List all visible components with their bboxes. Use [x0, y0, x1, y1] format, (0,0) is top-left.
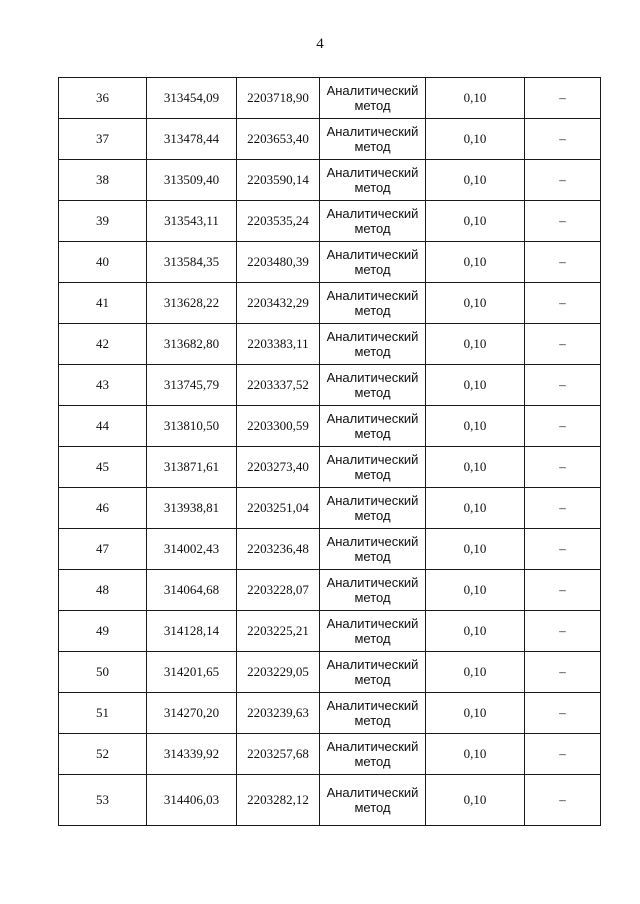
point-number-cell: 38 [59, 160, 147, 201]
x-coordinate-cell: 314128,14 [147, 611, 237, 652]
method-line-1: Аналитический [326, 411, 419, 426]
accuracy-cell: 0,10 [426, 611, 525, 652]
method-line-2: метод [354, 303, 391, 318]
table-row [59, 652, 601, 693]
table-row [59, 775, 601, 826]
table-row [59, 529, 601, 570]
accuracy-cell: 0,10 [426, 693, 525, 734]
point-number-cell: 44 [59, 406, 147, 447]
method-cell [320, 652, 426, 693]
method-line-2: метод [354, 754, 391, 769]
method-line-2: метод [354, 631, 391, 646]
note-cell: – [525, 160, 601, 201]
method-line-2: метод [354, 800, 391, 815]
y-coordinate-cell: 2203300,59 [237, 406, 320, 447]
point-number-cell: 40 [59, 242, 147, 283]
method-cell [320, 775, 426, 826]
method-cell [320, 242, 426, 283]
accuracy-cell: 0,10 [426, 406, 525, 447]
point-number-cell: 42 [59, 324, 147, 365]
method-cell [320, 365, 426, 406]
method-line-2: метод [354, 385, 391, 400]
y-coordinate-cell: 2203535,24 [237, 201, 320, 242]
method-line-1: Аналитический [326, 785, 419, 800]
accuracy-cell: 0,10 [426, 201, 525, 242]
method-line-2: метод [354, 590, 391, 605]
y-coordinate-cell: 2203337,52 [237, 365, 320, 406]
method-cell [320, 78, 426, 119]
x-coordinate-cell: 313871,61 [147, 447, 237, 488]
note-cell: – [525, 775, 601, 826]
method-line-2: метод [354, 508, 391, 523]
y-coordinate-cell: 2203228,07 [237, 570, 320, 611]
method-line-2: метод [354, 672, 391, 687]
method-line-1: Аналитический [326, 83, 419, 98]
y-coordinate-cell: 2203229,05 [237, 652, 320, 693]
note-cell: – [525, 78, 601, 119]
method-line-1: Аналитический [326, 575, 419, 590]
y-coordinate-cell: 2203590,14 [237, 160, 320, 201]
accuracy-cell: 0,10 [426, 775, 525, 826]
table-row [59, 78, 601, 119]
note-cell: – [525, 652, 601, 693]
accuracy-cell: 0,10 [426, 160, 525, 201]
y-coordinate-cell: 2203257,68 [237, 734, 320, 775]
page-number: 4 [316, 36, 324, 52]
x-coordinate-cell: 314270,20 [147, 693, 237, 734]
accuracy-cell: 0,10 [426, 365, 525, 406]
method-line-1: Аналитический [326, 288, 419, 303]
method-line-1: Аналитический [326, 452, 419, 467]
x-coordinate-cell: 313543,11 [147, 201, 237, 242]
y-coordinate-cell: 2203718,90 [237, 78, 320, 119]
y-coordinate-cell: 2203251,04 [237, 488, 320, 529]
method-cell [320, 447, 426, 488]
table-row [59, 570, 601, 611]
x-coordinate-cell: 314339,92 [147, 734, 237, 775]
table-row [59, 365, 601, 406]
method-cell [320, 570, 426, 611]
table-row [59, 611, 601, 652]
method-line-2: метод [354, 549, 391, 564]
x-coordinate-cell: 313682,80 [147, 324, 237, 365]
accuracy-cell: 0,10 [426, 242, 525, 283]
x-coordinate-cell: 313810,50 [147, 406, 237, 447]
method-line-2: метод [354, 467, 391, 482]
note-cell: – [525, 570, 601, 611]
point-number-cell: 36 [59, 78, 147, 119]
y-coordinate-cell: 2203239,63 [237, 693, 320, 734]
note-cell: – [525, 283, 601, 324]
y-coordinate-cell: 2203653,40 [237, 119, 320, 160]
point-number-cell: 47 [59, 529, 147, 570]
method-cell [320, 693, 426, 734]
method-line-2: метод [354, 426, 391, 441]
method-cell [320, 283, 426, 324]
method-line-1: Аналитический [326, 616, 419, 631]
note-cell: – [525, 119, 601, 160]
table-row [59, 734, 601, 775]
method-cell [320, 488, 426, 529]
method-line-2: метод [354, 344, 391, 359]
method-cell [320, 324, 426, 365]
point-number-cell: 41 [59, 283, 147, 324]
point-number-cell: 45 [59, 447, 147, 488]
note-cell: – [525, 242, 601, 283]
method-line-2: метод [354, 262, 391, 277]
accuracy-cell: 0,10 [426, 529, 525, 570]
point-number-cell: 37 [59, 119, 147, 160]
method-cell [320, 406, 426, 447]
method-line-1: Аналитический [326, 206, 419, 221]
y-coordinate-cell: 2203273,40 [237, 447, 320, 488]
method-line-1: Аналитический [326, 329, 419, 344]
x-coordinate-cell: 314406,03 [147, 775, 237, 826]
method-line-1: Аналитический [326, 534, 419, 549]
method-line-1: Аналитический [326, 698, 419, 713]
accuracy-cell: 0,10 [426, 78, 525, 119]
point-number-cell: 50 [59, 652, 147, 693]
point-number-cell: 48 [59, 570, 147, 611]
point-number-cell: 52 [59, 734, 147, 775]
x-coordinate-cell: 313584,35 [147, 242, 237, 283]
note-cell: – [525, 734, 601, 775]
y-coordinate-cell: 2203383,11 [237, 324, 320, 365]
method-line-1: Аналитический [326, 370, 419, 385]
x-coordinate-cell: 313509,40 [147, 160, 237, 201]
accuracy-cell: 0,10 [426, 119, 525, 160]
method-line-2: метод [354, 221, 391, 236]
y-coordinate-cell: 2203282,12 [237, 775, 320, 826]
table-row [59, 324, 601, 365]
note-cell: – [525, 201, 601, 242]
accuracy-cell: 0,10 [426, 734, 525, 775]
table-row [59, 119, 601, 160]
point-number-cell: 51 [59, 693, 147, 734]
accuracy-cell: 0,10 [426, 488, 525, 529]
table-row [59, 447, 601, 488]
method-cell [320, 119, 426, 160]
point-number-cell: 49 [59, 611, 147, 652]
y-coordinate-cell: 2203432,29 [237, 283, 320, 324]
note-cell: – [525, 611, 601, 652]
table-row [59, 160, 601, 201]
accuracy-cell: 0,10 [426, 652, 525, 693]
x-coordinate-cell: 314002,43 [147, 529, 237, 570]
x-coordinate-cell: 313478,44 [147, 119, 237, 160]
note-cell: – [525, 365, 601, 406]
method-line-1: Аналитический [326, 124, 419, 139]
y-coordinate-cell: 2203236,48 [237, 529, 320, 570]
method-cell [320, 201, 426, 242]
y-coordinate-cell: 2203480,39 [237, 242, 320, 283]
table-row [59, 693, 601, 734]
method-line-2: метод [354, 98, 391, 113]
note-cell: – [525, 693, 601, 734]
method-cell [320, 160, 426, 201]
table-row [59, 283, 601, 324]
note-cell: – [525, 324, 601, 365]
method-cell [320, 734, 426, 775]
point-number-cell: 46 [59, 488, 147, 529]
table-row [59, 488, 601, 529]
accuracy-cell: 0,10 [426, 324, 525, 365]
note-cell: – [525, 529, 601, 570]
method-line-2: метод [354, 180, 391, 195]
method-line-1: Аналитический [326, 657, 419, 672]
table-row [59, 242, 601, 283]
table-row [59, 201, 601, 242]
x-coordinate-cell: 313938,81 [147, 488, 237, 529]
accuracy-cell: 0,10 [426, 447, 525, 488]
accuracy-cell: 0,10 [426, 570, 525, 611]
x-coordinate-cell: 313745,79 [147, 365, 237, 406]
note-cell: – [525, 488, 601, 529]
method-cell [320, 611, 426, 652]
method-line-1: Аналитический [326, 247, 419, 262]
point-number-cell: 53 [59, 775, 147, 826]
x-coordinate-cell: 313454,09 [147, 78, 237, 119]
method-line-1: Аналитический [326, 165, 419, 180]
note-cell: – [525, 447, 601, 488]
method-cell [320, 529, 426, 570]
x-coordinate-cell: 314201,65 [147, 652, 237, 693]
coordinates-table-body [59, 78, 601, 826]
method-line-1: Аналитический [326, 739, 419, 754]
point-number-cell: 43 [59, 365, 147, 406]
method-line-1: Аналитический [326, 493, 419, 508]
y-coordinate-cell: 2203225,21 [237, 611, 320, 652]
x-coordinate-cell: 314064,68 [147, 570, 237, 611]
method-line-2: метод [354, 139, 391, 154]
table-row [59, 406, 601, 447]
point-number-cell: 39 [59, 201, 147, 242]
coordinates-table [58, 77, 601, 826]
accuracy-cell: 0,10 [426, 283, 525, 324]
method-line-2: метод [354, 713, 391, 728]
note-cell: – [525, 406, 601, 447]
x-coordinate-cell: 313628,22 [147, 283, 237, 324]
